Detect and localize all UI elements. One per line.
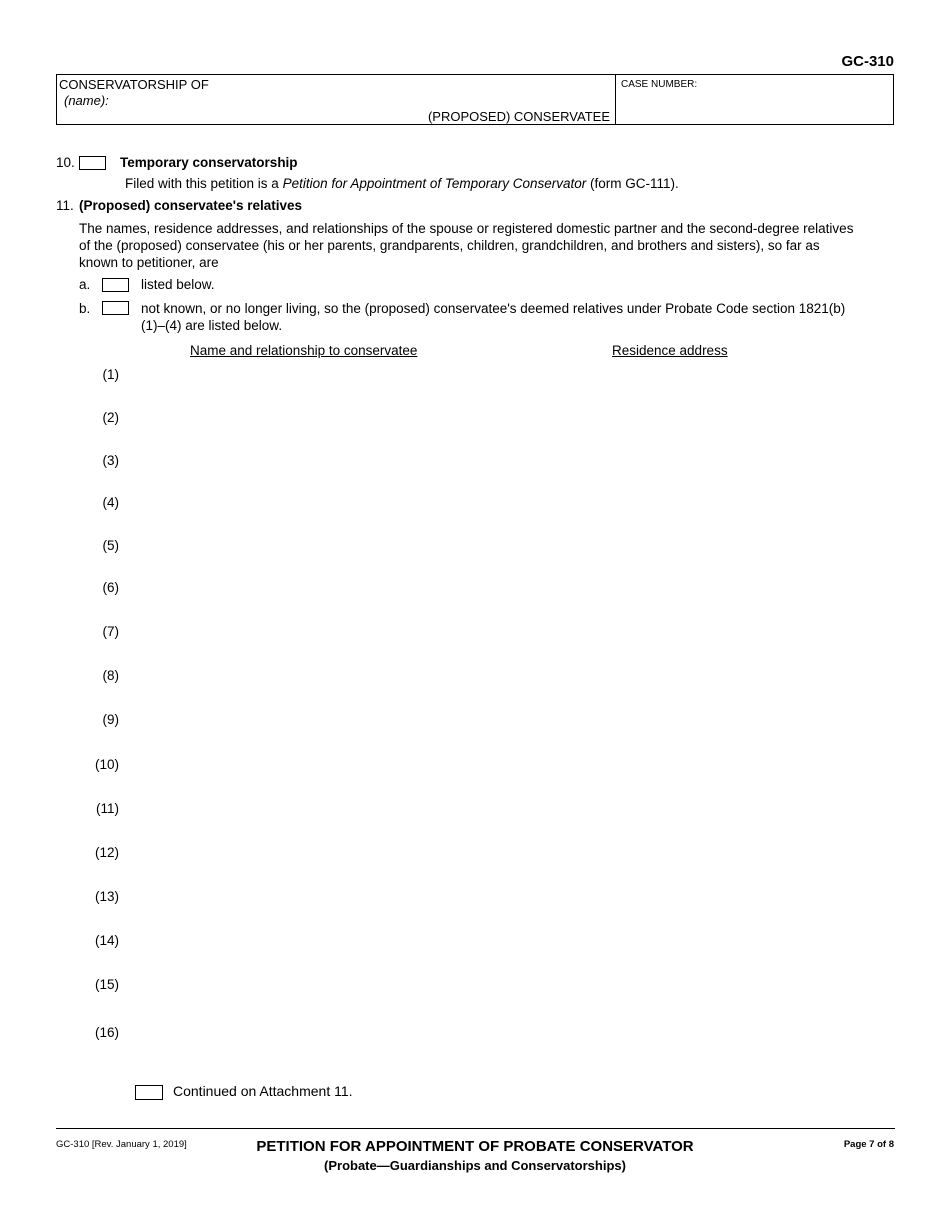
- option-a-letter: a.: [79, 277, 91, 292]
- relative-row-number: (4): [102, 495, 119, 510]
- item11-number: 11.: [56, 198, 74, 213]
- relative-row-number: (10): [94, 757, 119, 772]
- continued-attachment-text: Continued on Attachment 11.: [173, 1083, 353, 1099]
- relative-row-number: (2): [102, 410, 119, 425]
- option-b-line2: (1)–(4) are listed below.: [141, 318, 283, 333]
- form-id: GC-310: [841, 53, 894, 70]
- col-header-address: Residence address: [612, 343, 728, 358]
- footer-page-number: Page 7 of 8: [843, 1139, 894, 1150]
- option-a-text: listed below.: [141, 277, 215, 292]
- item11-intro-line1: The names, residence addresses, and relationships of the spouse or registered domestic partner and the second-degree relatives: [79, 221, 854, 236]
- continued-attachment-checkbox[interactable]: [135, 1085, 163, 1100]
- option-b-checkbox[interactable]: [102, 301, 129, 315]
- item11-intro-line3: known to petitioner, are: [79, 255, 219, 270]
- col-header-name: Name and relationship to conservatee: [190, 343, 418, 358]
- item11-intro-line2: of the (proposed) conservatee (his or her parents, grandparents, children, grandchildren, and brothers and sisters), so far as: [79, 238, 820, 253]
- relative-row-number: (5): [102, 538, 119, 553]
- item10-number: 10.: [56, 155, 75, 170]
- relative-row-number: (11): [95, 801, 119, 816]
- relative-row-number: (1): [102, 367, 119, 382]
- relative-row-number: (6): [102, 580, 119, 595]
- option-b-letter: b.: [79, 301, 91, 316]
- caption-divider: [615, 75, 616, 124]
- option-a-checkbox[interactable]: [102, 278, 129, 292]
- footer-rule: [56, 1128, 895, 1129]
- option-b-line1: not known, or no longer living, so the (proposed) conservatee's deemed relatives under Probate Code section 1821(b): [141, 301, 846, 316]
- relative-row-number: (7): [102, 624, 119, 639]
- item10-title: Temporary conservatorship: [120, 155, 298, 170]
- caption-title: CONSERVATORSHIP OF: [59, 77, 209, 92]
- relative-row-number: (8): [102, 668, 119, 683]
- item10-checkbox[interactable]: [79, 156, 106, 170]
- item10-text-after: (form GC-111).: [586, 176, 679, 191]
- case-number-label: CASE NUMBER:: [621, 79, 698, 90]
- item11-title: (Proposed) conservatee's relatives: [79, 198, 303, 213]
- caption-proposed-conservatee: (PROPOSED) CONSERVATEE: [427, 109, 610, 124]
- relative-row-number: (13): [94, 889, 119, 904]
- footer-subtitle: (Probate—Guardianships and Conservatorships): [324, 1158, 626, 1173]
- relative-row-number: (15): [94, 977, 119, 992]
- footer-title: PETITION FOR APPOINTMENT OF PROBATE CONSERVATOR: [256, 1138, 694, 1155]
- relative-row-number: (16): [94, 1025, 119, 1040]
- relative-row-number: (3): [102, 453, 119, 468]
- item10-text-italic: Petition for Appointment of Temporary Conservator: [282, 176, 587, 191]
- relative-row-number: (9): [102, 712, 119, 727]
- item10-text: [125, 175, 679, 192]
- caption-box: [56, 74, 894, 125]
- relative-row-number: (14): [94, 933, 119, 948]
- footer-revision: GC-310 [Rev. January 1, 2019]: [56, 1139, 187, 1150]
- caption-name-label: (name):: [64, 93, 109, 108]
- item10-text-before: Filed with this petition is a: [125, 176, 283, 191]
- relative-row-number: (12): [94, 845, 119, 860]
